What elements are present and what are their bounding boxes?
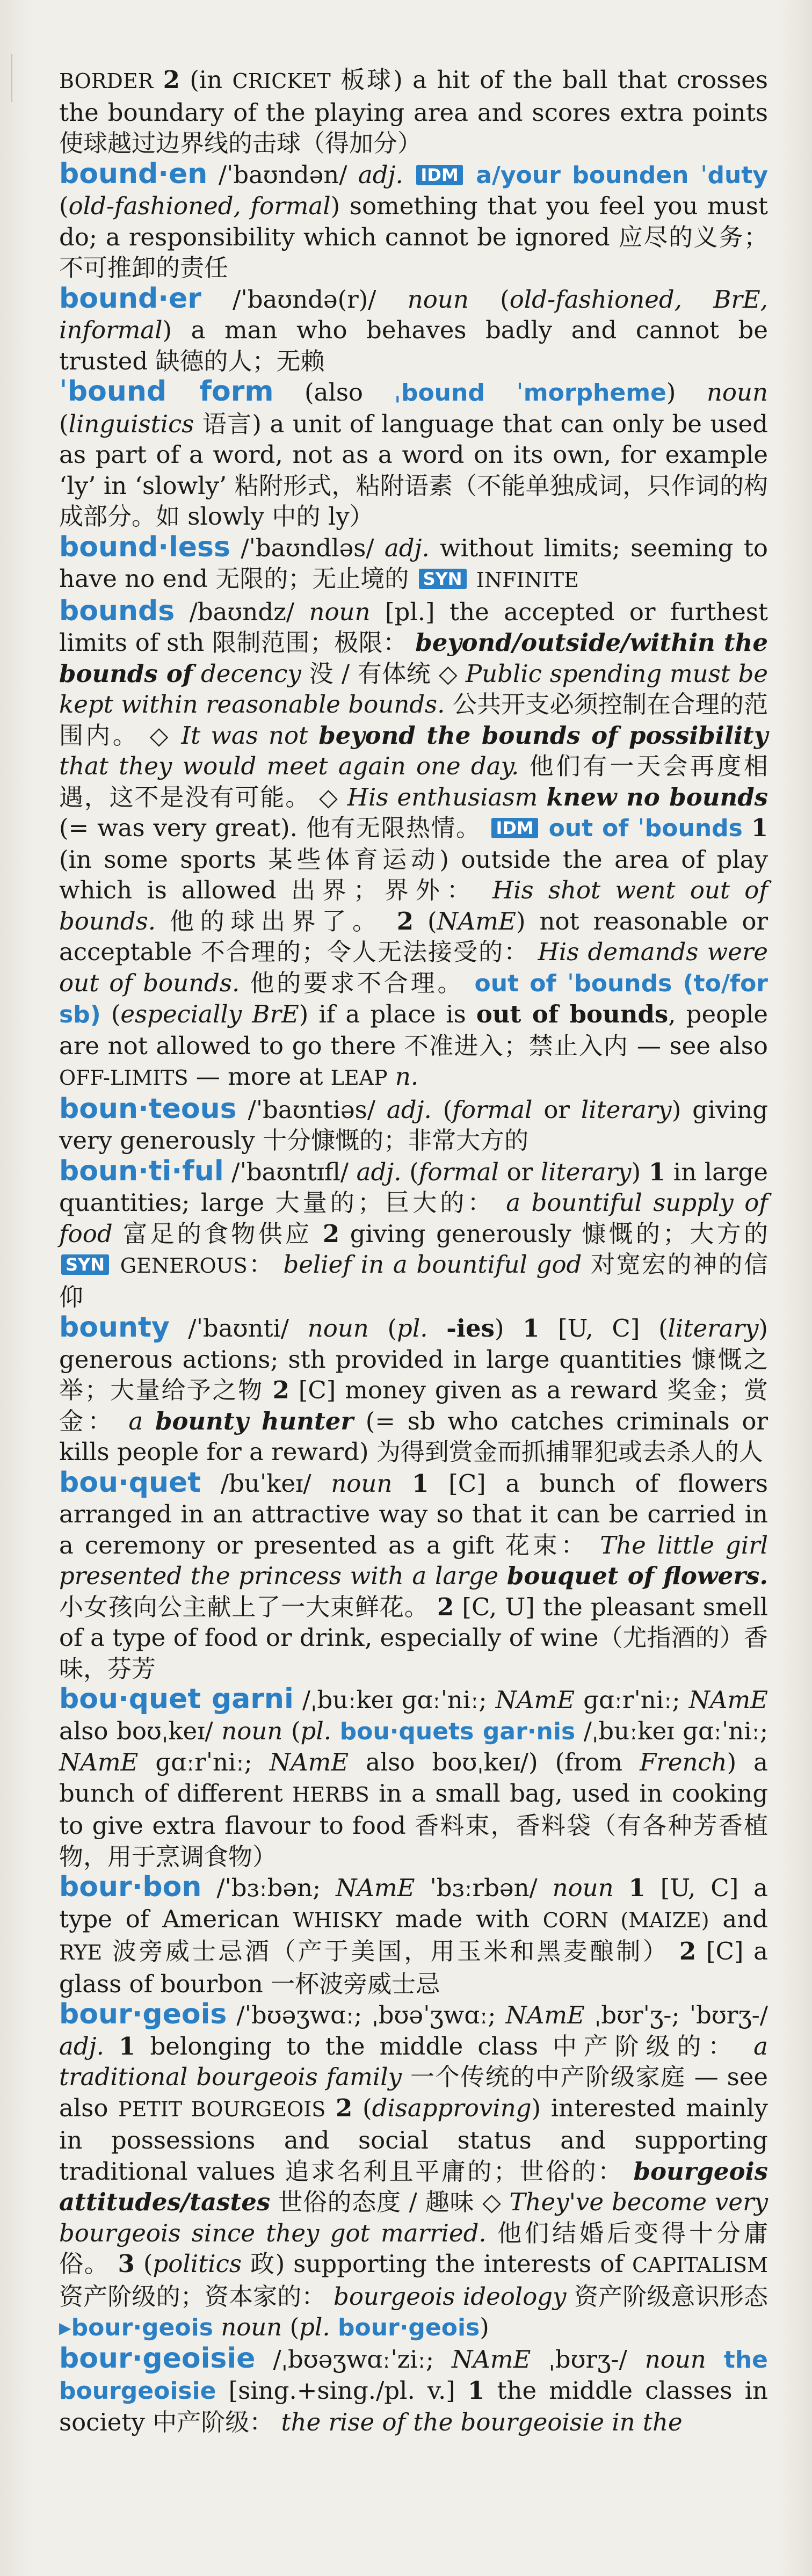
dictionary-column xyxy=(59,64,768,2437)
entry-bound-form: ˈbound form (also ˌbound ˈmorpheme) noun (linguistics 语言) a unit of language that can only be used as part of a word, not as a word on its own, for example ‘ly’ in ‘slowly’ 粘附形式，粘附语素（不能单独成词，只作词的构成部分。如 slowly 中的 ly） xyxy=(59,375,768,531)
entry-bounty: bounty /ˈbaʊnti/ noun (pl. -ies) 1 [U, C] (literary) generous actions; sth provided in large quantities 慷慨之举；大量给予之物 2 [C] money given as a reward 奖金；赏金： a bounty hunter (= sb who catches criminals or kills people for a reward) 为得到赏金而抓捕罪犯或去杀人的人 xyxy=(59,1311,769,1466)
entry-bourgeois: bour·geois /ˈbʊəʒwɑː; ˌbʊəˈʒwɑː; NAmE ˌbʊrˈʒ-; ˈbʊrʒ-/ adj. 1 belonging to the middle class 中产阶级的： a traditional bourgeois family 一个传统的中产阶级家庭 — see also PETIT BOURGEOIS 2 (disapproving) interested mainly in possessions and social status and supporting traditional values 追求名利且平庸的；世俗的： bourgeois attitudes/tastes 世俗的态度 / 趣味 ◇ They've become very bourgeois since they got married. 他们结婚后变得十分庸俗。 3 (politics 政) supporting the interests of CAPITALISM 资产阶级的；资本家的： bourgeois ideology 资产阶级意识形态 ▸bour·geois noun (pl. bour·geois) xyxy=(59,1998,768,2341)
entry-bounteous: boun·teous /ˈbaʊntiəs/ adj. (formal or literary) giving very generously 十分慷慨的；非常大方的 xyxy=(59,1092,768,1155)
page-edge-mark xyxy=(11,54,17,102)
entry-bounden: bound·en /ˈbaʊndən/ adj. IDM a/your bounden ˈduty (old-fashioned, formal) something that you feel you must do; a responsibility which cannot be ignored 应尽的义务；不可推卸的责任 xyxy=(59,157,769,282)
entry-bouquet-garni: bou·quet garni /ˌbuːkeɪ ɡɑːˈniː; NAmE ɡɑːrˈniː; NAmE also boʊˌkeɪ/ noun (pl. bou·quets gar·nis /ˌbuːkeɪ ɡɑːˈniː; NAmE ɡɑːrˈniː; NAmE also boʊˌkeɪ/) (from French) a bunch of different HERBS in a small bag, used in cooking to give extra flavour to food 香料束，香料袋（有各种芳香植物，用于烹调食物） xyxy=(59,1683,768,1871)
entry-bountiful: boun·ti·ful /ˈbaʊntɪfl/ adj. (formal or literary) 1 in large quantities; large 大量的；巨大的： a bountiful supply of food 富足的食物供应 2 giving generously 慷慨的；大方的 SYN GENEROUS： belief in a bountiful god 对宽宏的神的信仰 xyxy=(59,1155,769,1311)
entry-bourgeoisie: bour·geoisie /ˌbʊəʒwɑːˈziː; NAmE ˌbʊrʒ-/ noun the bourgeoisie [sing.+sing./pl. v.] 1 the middle classes in society 中产阶级： the rise of the bourgeoisie in the xyxy=(59,2342,768,2436)
entry-bounds: bounds /baʊndz/ noun [pl.] the accepted or furthest limits of sth 限制范围；极限： beyond/outside/within the bounds of decency 没 / 有体统 ◇ Public spending must be kept within reasonable bounds. 公共开支必须控制在合理的范围内。 ◇ It was not beyond the bounds of possibility that they would meet again one day. 他们有一天会再度相遇，这不是没有可能。 ◇ His enthusiasm knew no bounds (= was very great). 他有无限热情。 IDM out of ˈbounds 1 (in some sports 某些体育运动) outside the area of play which is allowed 出界；界外： His shot went out of bounds. 他的球出界了。 2 (NAmE) not reasonable or acceptable 不合理的；令人无法接受的： His demands were out of bounds. 他的要求不合理。 out of ˈbounds (to/for sb) (especially BrE) if a place is out of bounds, people are not allowed to go there 不准进入；禁止入内 — see also OFF-LIMITS — more at LEAP n. xyxy=(59,594,769,1091)
entry-bounder: bound·er /ˈbaʊndə(r)/ noun (old-fashioned, BrE, informal) a man who behaves badly and cannot be trusted 缺德的人；无赖 xyxy=(59,282,768,375)
entry-border2: BORDER 2 (in CRICKET 板球) a hit of the ball that crosses the boundary of the playing area and scores extra points 使球越过边界线的击球（得加分） xyxy=(59,66,768,157)
entry-boundless: bound·less /ˈbaʊndləs/ adj. without limits; seeming to have no end 无限的；无止境的 SYN INFINITE xyxy=(59,531,769,593)
entry-bouquet: bou·quet /buˈkeɪ/ noun 1 [C] a bunch of flowers arranged in an attractive way so that it can be carried in a ceremony or presented as a gift 花束： The little girl presented the princess with a large bouquet of flowers. 小女孩向公主献上了一大束鲜花。 2 [C, U] the pleasant smell of a type of food or drink, especially of wine（尤指酒的）香味，芬芳 xyxy=(59,1466,769,1683)
entry-bourbon: bour·bon /ˈbɜːbən; NAmE ˈbɜːrbən/ noun 1 [U, C] a type of American WHISKY made with CORN (MAIZE) and RYE 波旁威士忌酒（产于美国，用玉米和黑麦酿制） 2 [C] a glass of bourbon 一杯波旁威士忌 xyxy=(59,1871,769,1998)
